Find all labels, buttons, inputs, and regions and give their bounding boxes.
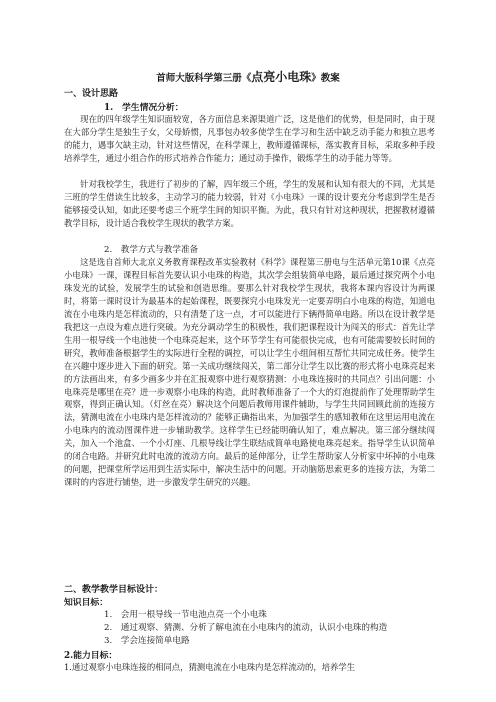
subheading-teaching-method: 2. 教学方式与教学准备 — [104, 245, 199, 255]
document-title — [0, 68, 496, 85]
paragraph-teaching-method — [64, 256, 435, 489]
paragraph-school-students — [64, 178, 435, 230]
knowledge-item-1: 1. 会用一根导线一节电池点亮一个小电珠 — [104, 610, 267, 620]
knowledge-objectives-label: 知识目标： — [64, 598, 108, 608]
paragraph-student-analysis — [64, 113, 435, 165]
ability-item-1: 1.通过观察小电珠连接的相同点，猜测电流在小电珠内是怎样流动的，培养学生 — [64, 662, 355, 672]
paragraph-text: 这是选自首师大北京义务教育课程改革实验教材《科学》课程第三册电与生活单元第10课《点亮小电珠》一课，课程目标首先要认识小电珠的构造，其次学会组装简单电路，最后通过探究两个小电珠发光的试验，发展学生的试验和创造思维。要那么针对我校学生现状，我将本课内容设计为两课时，将第一课时设计为最基本的起始课程，既要探究小电珠发光一定要弄明白小电珠的构造，知道电流在小电珠内是怎样流动的，只有清楚了这一点，才可以能进行下辆得简单电路。所以在设计教学是我把这一点设为难点进行突破。为充分调动学生的积极性，我们把课程设计为闯关的形式：首先让学生用一根导线一个电池使一个电珠亮起来，这个环节学生有可能很快完成，也有可能需要较长时间的研究，教师准备根据学生的实际进行全程的调控，可以让学生小组间相互帮忙共同完成任务。使学生在兴趣中逐步进入下面的研究。第一关成功继续闯关，第二部分让学生以比赛的形式将小电珠亮起来的方法画出来，有多少画多少并在汇报观察中进行观察猜测：小电珠连接时的共同点？引出问题：小电珠亮是哪里在亮？进一步观察小电珠的构造，此时教师准备了一个大的灯泡提前作了处理帮助学生观察，得到正确认知。（灯丝在亮）解决这个问题后教师用课件辅助，与学生共同回顾此前的连接方法，猜测电流在小电珠内是怎样流动的？能够正确指出来，为加强学生的感知教师在这里运用电流在小电珠内的流动图课件进一步辅助教学。这样学生已经能明确认知了，难点解决。第三部分继续闯关，加入一个池盒、一个小灯座、几根导线让学生联结成简单电路使电珠亮起来。指导学生认识简单的闭合电路。并研究此时电流的流动方向。最后的延伸部分，让学生帮助家人分析家中坏掉的小电珠的问题，把课堂所学运用到生活实际中，解决生活中的问题。开动脑筋思索更多的连接方法，为第二课时的内容进行铺垫，进一步激发学生研究的兴趣。 — [64, 257, 435, 488]
subheading-student-analysis: 1. 学生情况分析： — [104, 103, 184, 113]
paragraph-text: 针对我校学生，我进行了初步的了解，四年级三个班，学生的发展和认知有很大的不同，尤其是三班的学生借读生比较多，主动学习的能力较弱，针对《小电珠》一课的设计要充分考虑到学生是否能够接受认知，如此还要考虑三个班学生间的知识平衡。为此，我只有针对这种现状，把握教材遵循教学目标，设计适合我校学生现状的教学方案。 — [64, 179, 435, 228]
paragraph-text: 现在的四年级学生知识面较宽，各方面信息来源渠道广泛，这是他们的优势，但是同时，由于现在大部分学生是独生子女，父母娇惯，凡事包办较多使学生在学习和生活中缺乏动手能力和独立思考的能力，遇事欠缺主动，针对这些情况，在科学课上，教师遵循课标，落实教育目标，采取多种手段培养学生，通过小组合作的形式培养合作能力；通过动手操作，锻炼学生的动手能力等等。 — [64, 114, 435, 163]
title-suffix: 》教案 — [311, 73, 340, 84]
section-heading-objectives: 二、教学教学目标设计： — [64, 585, 164, 595]
section-heading-design: 一、设计思路 — [64, 89, 119, 99]
ability-objectives-label: 2.能力目标： — [64, 651, 118, 661]
knowledge-item-3: 3. 学会连接简单电路 — [104, 636, 190, 646]
title-main: 点亮小电珠 — [251, 70, 312, 84]
title-prefix: 首师大版科学第三册《 — [156, 73, 252, 84]
knowledge-item-2: 2. 通过观察、猜测、分析了解电流在小电珠内的流动，认识小电珠的构造 — [104, 623, 388, 633]
